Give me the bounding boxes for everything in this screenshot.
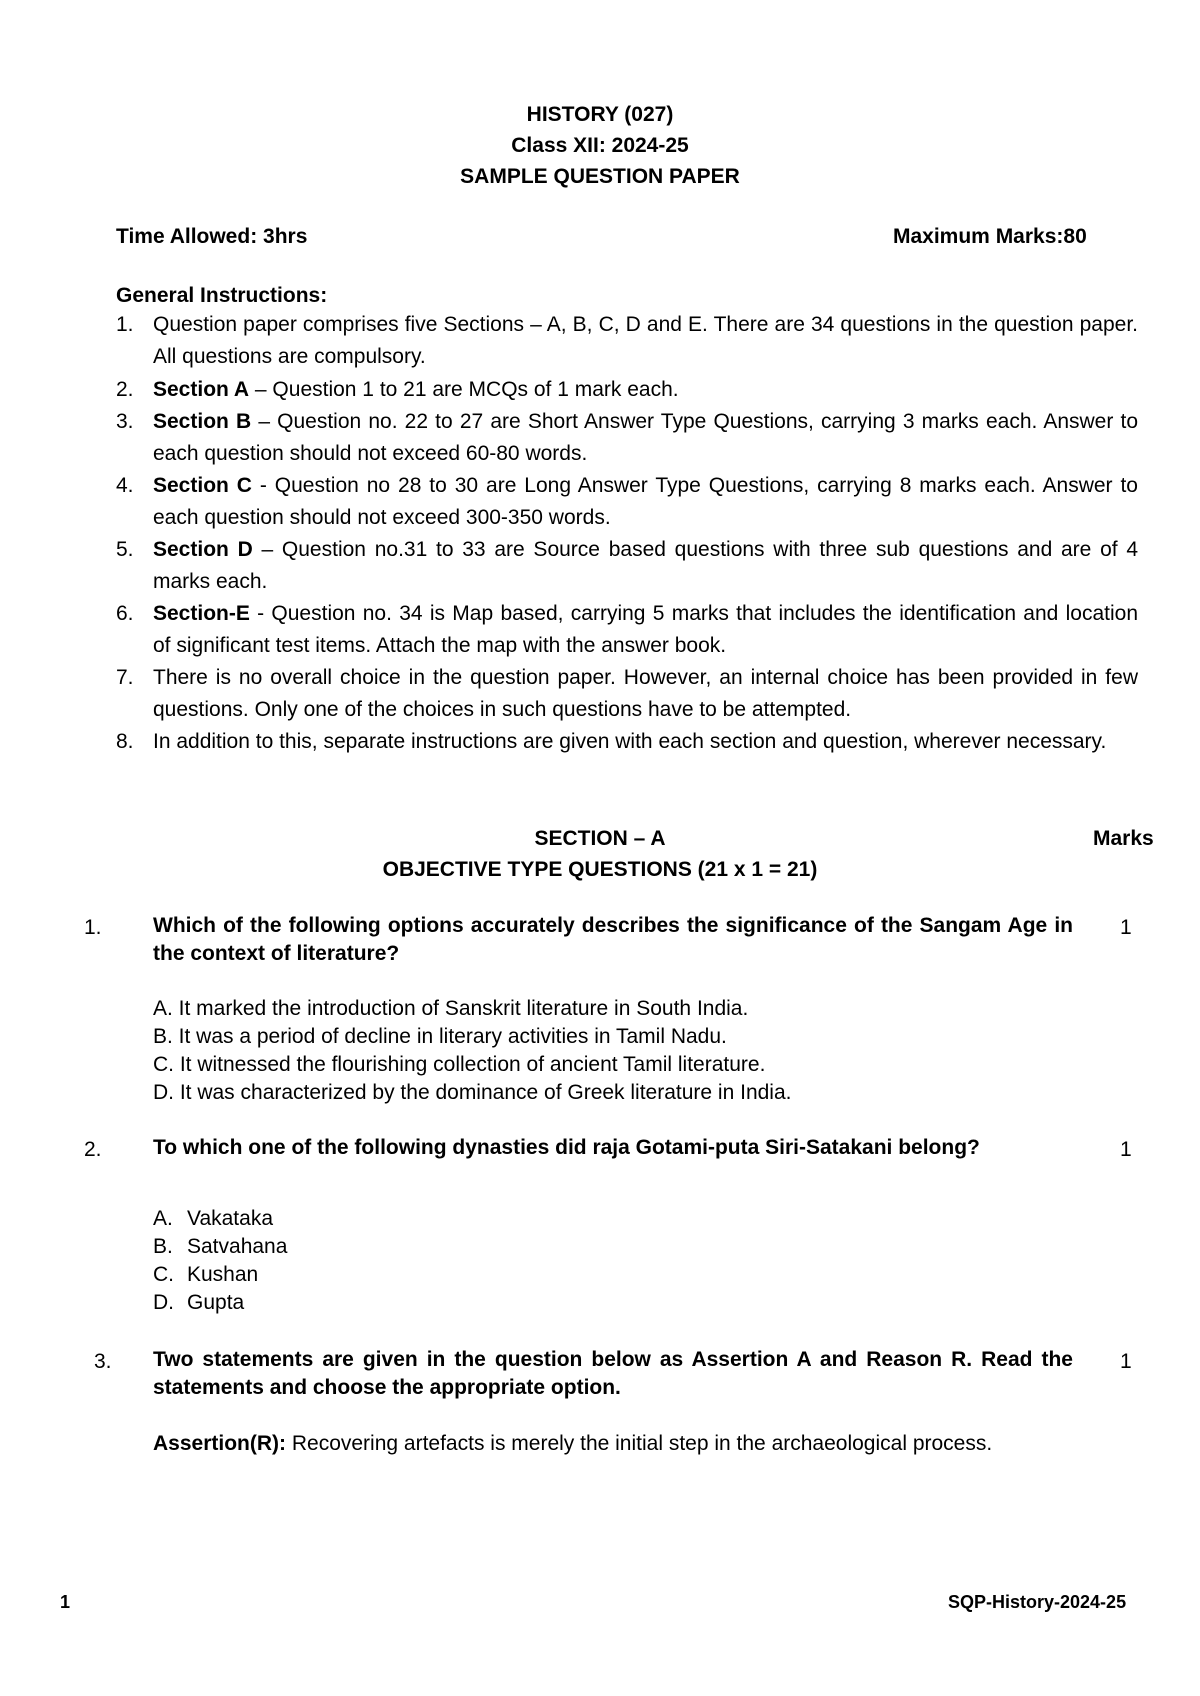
question-number: 3. [94, 1350, 112, 1373]
class-line: Class XII: 2024-25 [511, 134, 689, 157]
question-marks: 1 [1120, 1138, 1132, 1161]
question-marks: 1 [1120, 916, 1132, 939]
question-number: 1. [84, 916, 102, 939]
question-marks: 1 [1120, 1350, 1132, 1373]
option-a: A. Vakataka [153, 1207, 273, 1230]
marks-column-label: Marks [1093, 827, 1154, 850]
document-code: SQP-History-2024-25 [948, 1592, 1127, 1612]
assertion-statement: Assertion(R): Recovering artefacts is merely the initial step in the archaeological process. [153, 1432, 993, 1455]
option-b: B. It was a period of decline in literary activities in Tamil Nadu. [153, 1025, 727, 1048]
option-c: C. It witnessed the flourishing collection of ancient Tamil literature. [153, 1053, 766, 1076]
option-d: D. It was characterized by the dominance of Greek literature in India. [153, 1081, 792, 1104]
document-page: HISTORY (027) Class XII: 2024-25 SAMPLE QUESTION PAPER Time Allowed: 3hrs Maximum Marks:80 General Instructions: 1. Question paper comprises five Sections – A, B, C, D and E. There are 34 questions in the question paper. All questions are compulsory. 2. Section A – Question 1 to 21 are MCQs of 1 mark each. 3. Section B – Question no. 22 to 27 are Short Answer Type Questions, carrying 3 marks each. Answer to each question should not exceed 60-80 words. 4. Section C - Question no 28 to 30 are Long Answer Type Questions, carrying 8 marks each. Answer to each question should not exceed 300-350 words. 5. Section D – Question no.31 to 33 are Source based questions with three sub questions and are of 4 marks each. 6. Section-E - Question no. 34 is Map based, carrying 5 marks that includes the identification and location of significant test items. Attach the map with the answer book. 7. There is no overall choice in the question paper. However, an internal choice has been provided in few questions. Only one of the choices in such questions have to be attempted. 8. In addition to this, separate instructions are given with each section and question, wherever necessary. SECTION – A Marks OBJECTIVE TYPE QUESTIONS (21 x 1 = 21) 1. Which of the following options accurately describes the significance of the Sangam Age in the context of literature? 1 A. It marked the introduction of Sanskrit literature in South India. B. It was a period of decline in literary activities in Tamil Nadu. C. It witnessed the flourishing collection of ancient Tamil literature. D. It was characterized by the dominance of Greek literature in India. 2. To which one of the following dynasties did raja Gotami-puta Siri-Satakani belong? 1 A. Vakataka B. Satvahana C. Kushan D. Gupta 3. Two statements are given in the question below as Assertion A and Reason R. Read the statements and choose the appropriate option. 1 Assertion(R): Recovering artefacts is merely the initial step in the archaeological process. 1 SQP-History-2024-25 [0, 0, 1200, 1696]
option-d: D. Gupta [153, 1291, 245, 1314]
question-text: Which of the following options accurately describes the significance of the Sangam Age in the context of literature? [153, 914, 1073, 965]
option-a: A. It marked the introduction of Sanskrit literature in South India. [153, 997, 749, 1020]
question-text: Two statements are given in the question below as Assertion A and Reason R. Read the statements and choose the appropriate option. [153, 1348, 1073, 1399]
question-text: To which one of the following dynasties did raja Gotami-puta Siri-Satakani belong? [153, 1136, 980, 1159]
maximum-marks: Maximum Marks:80 [893, 225, 1087, 248]
section-title: SECTION – A [534, 827, 666, 850]
question-number: 2. [84, 1138, 102, 1161]
page-number: 1 [60, 1592, 71, 1612]
section-subtitle: OBJECTIVE TYPE QUESTIONS (21 x 1 = 21) [382, 858, 818, 881]
paper-type: SAMPLE QUESTION PAPER [460, 165, 740, 188]
instructions-heading: General Instructions: [116, 284, 328, 307]
subject-title: HISTORY (027) [526, 103, 674, 126]
option-c: C. Kushan [153, 1263, 259, 1286]
time-allowed: Time Allowed: 3hrs [116, 225, 308, 248]
option-b: B. Satvahana [153, 1235, 288, 1258]
